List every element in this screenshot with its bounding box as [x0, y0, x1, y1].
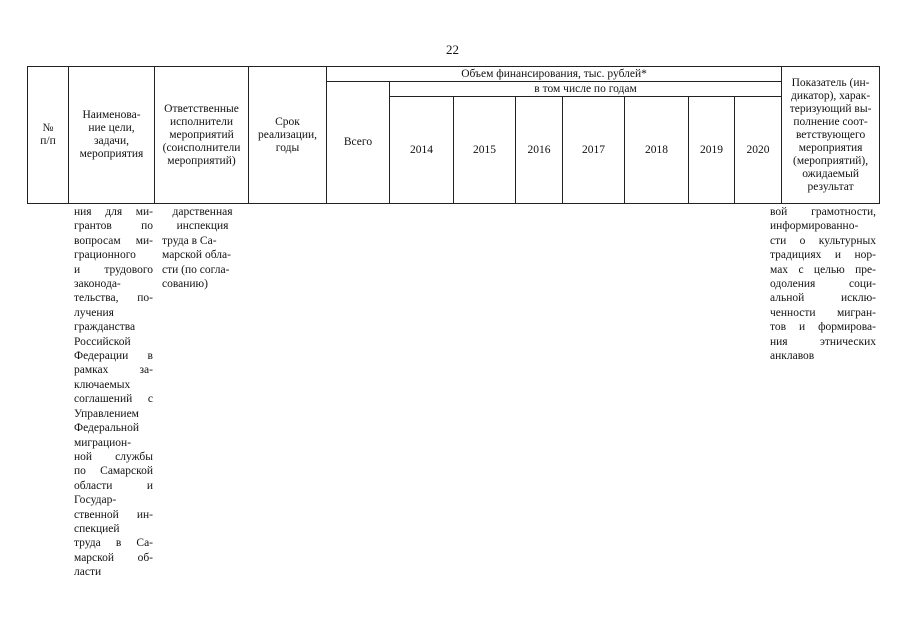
executors-column — [162, 205, 243, 291]
text-line: одоления соци- — [770, 278, 876, 291]
header-number — [28, 67, 69, 204]
header-name — [69, 67, 155, 204]
text-line: Государ- — [74, 494, 117, 507]
text-line: ласти — [74, 566, 102, 579]
text-line: вой грамотности, — [770, 206, 876, 218]
header-line: Ответственные — [164, 102, 239, 115]
header-year-2018: 2018 — [625, 97, 689, 204]
header-line: Наименова- — [82, 109, 141, 121]
text-line: информированно- — [770, 220, 859, 233]
header-line: № — [42, 122, 54, 134]
header-line: дикатор), харак- — [791, 89, 871, 102]
text-line: и трудового — [74, 263, 153, 276]
text-line: традициях и нор- — [770, 249, 876, 262]
header-line: исполнители — [169, 115, 234, 128]
header-total: Всего — [327, 82, 390, 204]
text-line: ченности мигран- — [770, 306, 876, 319]
text-line: миграцион- — [74, 436, 132, 449]
text-line: анклавов — [770, 350, 815, 363]
header-year-2016: 2016 — [516, 97, 563, 204]
text-line: ственной ин- — [74, 508, 153, 521]
event-name-column — [74, 205, 153, 580]
header-line: теризующий вы- — [789, 102, 872, 115]
header-executors — [155, 67, 249, 204]
header-funding: Объем финансирования, тыс. рублей* — [327, 67, 782, 82]
text-line: марской об- — [74, 551, 153, 564]
header-line: мероприятия — [79, 148, 144, 160]
header-line: (соисполнители — [162, 141, 241, 154]
text-line: Управлением — [74, 407, 139, 420]
header-line: полнение соот- — [793, 115, 868, 128]
text-line: рамках за- — [74, 364, 153, 377]
text-line: мах с целью пре- — [770, 263, 876, 276]
text-line: вопросам ми- — [74, 234, 153, 247]
text-line: марской обла- — [162, 249, 231, 262]
text-line: тов и формирова- — [770, 321, 876, 334]
text-line: Федеральной — [74, 422, 139, 435]
text-line: дарственная — [172, 206, 233, 218]
text-line: ния этнических — [770, 335, 876, 348]
header-line: годы — [275, 141, 300, 154]
text-line: инспекция — [176, 220, 229, 233]
text-line: области и — [74, 479, 153, 492]
text-line: ной службы — [74, 450, 153, 463]
header-indicator — [782, 67, 880, 204]
header-line: ветствующего — [795, 128, 866, 141]
text-line: лучения — [74, 306, 114, 319]
header-year-2019: 2019 — [689, 97, 735, 204]
indicator-column — [770, 205, 876, 363]
header-year-2015: 2015 — [454, 97, 516, 204]
header-line: мероприятия — [798, 141, 863, 154]
page-number: 22 — [446, 42, 459, 57]
header-year-2014: 2014 — [390, 97, 454, 204]
text-line: законода- — [74, 278, 121, 291]
text-line: грационного — [74, 249, 136, 262]
text-line: сти о культурных — [770, 234, 876, 247]
header-line: мероприятий — [169, 128, 234, 141]
text-line: труда в Са- — [162, 234, 217, 247]
header-term — [249, 67, 327, 204]
text-line: гражданства — [74, 321, 136, 334]
text-line: Федерации в — [74, 350, 153, 363]
header-line: мероприятий) — [167, 154, 236, 167]
header-line: реализации, — [257, 128, 318, 141]
header-year-2020: 2020 — [735, 97, 782, 204]
text-line: тельства, по- — [74, 292, 153, 305]
text-line: грантов по — [74, 220, 153, 233]
text-line: ключаемых — [74, 378, 131, 391]
header-line: (мероприятий), — [793, 154, 869, 167]
header-line: п/п — [40, 135, 56, 147]
text-line: соглашений с — [74, 393, 153, 406]
header-line: Показатель (ин- — [791, 76, 870, 89]
text-line: Российской — [74, 335, 131, 348]
text-line: альной исклю- — [770, 292, 876, 305]
header-year-2017: 2017 — [563, 97, 625, 204]
header-line: Срок — [275, 115, 300, 128]
table-header — [27, 66, 880, 204]
header-by-years: в том числе по годам — [390, 82, 782, 97]
text-line: сти (по согла- — [162, 263, 230, 276]
text-line: по Самарской — [74, 465, 153, 478]
header-line: задачи, — [94, 135, 129, 147]
text-line: ния для ми- — [74, 206, 153, 218]
header-line: ние цели, — [88, 122, 135, 134]
text-line: спекцией — [74, 522, 120, 535]
header-line: ожидаемый — [802, 167, 859, 180]
text-line: сованию) — [162, 278, 208, 291]
header-line: результат — [807, 180, 854, 193]
text-line: труда в Са- — [74, 537, 153, 550]
